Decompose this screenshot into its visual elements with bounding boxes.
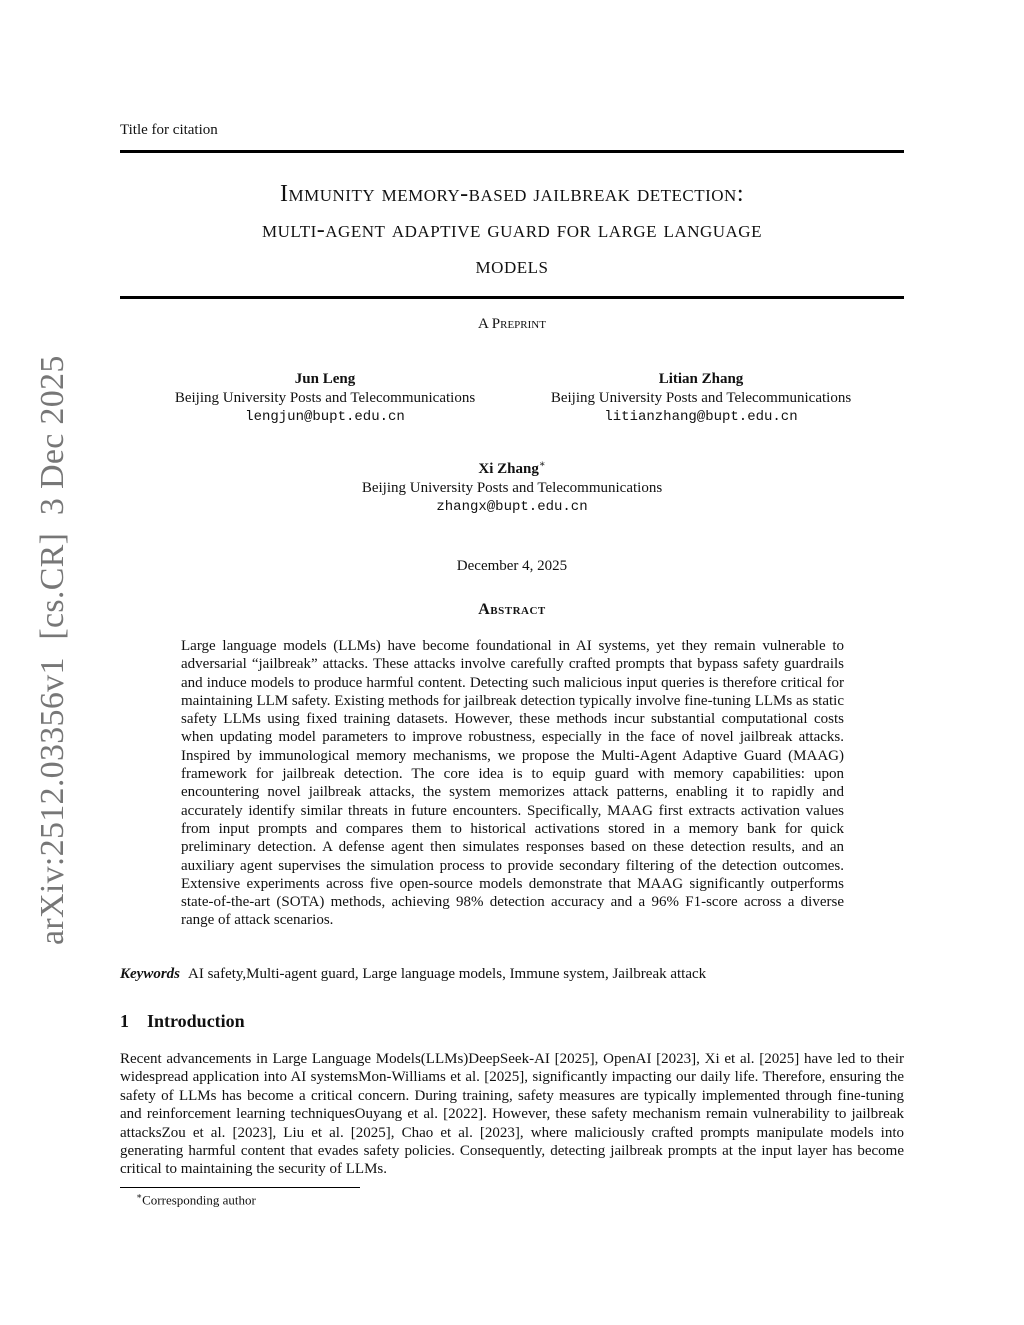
section-heading <box>120 1011 245 1032</box>
author-email[interactable]: litianzhang@bupt.edu.cn <box>604 409 798 425</box>
author-name-line <box>312 455 712 479</box>
author-block-3 <box>312 455 712 517</box>
footnote-mark: ∗ <box>136 1191 143 1201</box>
preprint-label: A Preprint <box>478 316 546 332</box>
author-affiliation: Beijing University Posts and Telecommunications <box>550 390 852 406</box>
corresponding-author-mark: ∗ <box>538 459 546 470</box>
keywords-line <box>120 966 904 983</box>
footnote <box>136 1191 256 1208</box>
author-email[interactable]: zhangx@bupt.edu.cn <box>436 499 588 515</box>
section-title: Introduction <box>147 1011 245 1031</box>
abstract-text: Large language models (LLMs) have become foundational in AI systems, yet they remain vulnerable to adversarial “jailbreak” attacks. These attacks involve carefully crafted prompts that bypass safety guardrails and induce models to produce harmful content. Detecting such malicious input queries is therefore critical for maintaining LLM safety. Existing methods for jailbreak detection typically involve fine-tuning LLMs as static safety LLMs using fixed training datasets. However, these methods incur substantial computational costs when updating model parameters to improve robustness, especially in the face of novel jailbreak attacks. Inspired by immunological memory mechanisms, we propose the Multi-Agent Adaptive Guard (MAAG) framework for jailbreak detection. The core idea is to equip guard with memory capabilities: upon encountering novel jailbreak attacks, the system memorizes attack patterns, enabling it to rapidly and accurately identify similar threats in future encounters. Specifically, MAAG first extracts activation values from input prompts and compares them to historical activations stored in a memory bank for quick preliminary detection. A defense agent then simulates responses based on these detection results, and an auxiliary agent supervises the simulation process to provide secondary filtering of the detection outcomes. Extensive experiments across five open-source models demonstrate that MAAG significantly outperforms state-of-the-art (SOTA) methods, achieving 98% detection accuracy and a 96% F1-score across a diverse range of attack scenarios. <box>181 638 844 929</box>
section-number: 1 <box>120 1011 129 1031</box>
author-affiliation: Beijing University Posts and Telecommunications <box>361 480 663 496</box>
title-line-1: Immunity memory-based jailbreak detection: <box>280 181 744 207</box>
paper-title <box>120 176 904 284</box>
running-head: Title for citation <box>120 122 218 138</box>
introduction-text: Recent advancements in Large Language Models(LLMs)DeepSeek-AI [2025], OpenAI [2023], Xi et al. [2025] have led to their widespread application into AI systemsMon-Williams et al. [2025], significantly impacting our daily life. Therefore, ensuring the safety of LLMs has become a critical concern. During training, safety measures are typically implemented through fine-tuning and reinforcement learning techniquesOuyang et al. [2022]. However, these safety mechanism remain vulnerability to jailbreak attacksZou et al. [2023], Liu et al. [2025], Chao et al. [2023], where maliciously crafted prompts manipulate models into generating harmful content that evades safety policies. Consequently, detecting jailbreak prompts at the input layer has become critical to maintaining the security of LLMs. <box>120 1051 904 1178</box>
keywords-label: Keywords <box>120 966 180 982</box>
abstract-heading: Abstract <box>478 601 546 618</box>
keywords-text: AI safety,Multi-agent guard, Large language models, Immune system, Jailbreak attack <box>188 966 707 982</box>
title-top-rule <box>120 150 904 153</box>
author-name: Litian Zhang <box>658 371 744 387</box>
author-name: Jun Leng <box>294 371 356 387</box>
paper-date: December 4, 2025 <box>456 558 568 574</box>
author-affiliation: Beijing University Posts and Telecommunications <box>174 390 476 406</box>
author-email[interactable]: lengjun@bupt.edu.cn <box>245 409 405 425</box>
author-block-2 <box>516 370 886 427</box>
title-bottom-rule <box>120 296 904 299</box>
title-line-3: models <box>475 253 549 279</box>
author-name: Xi Zhang <box>478 461 539 477</box>
arxiv-stamp: arXiv:2512.03356v1 [cs.CR] 3 Dec 2025 <box>34 355 71 945</box>
footnote-rule <box>120 1187 360 1188</box>
footnote-text: Corresponding author <box>142 1192 256 1208</box>
author-block-1 <box>140 370 510 427</box>
title-line-2: multi-agent adaptive guard for large language <box>262 217 762 243</box>
